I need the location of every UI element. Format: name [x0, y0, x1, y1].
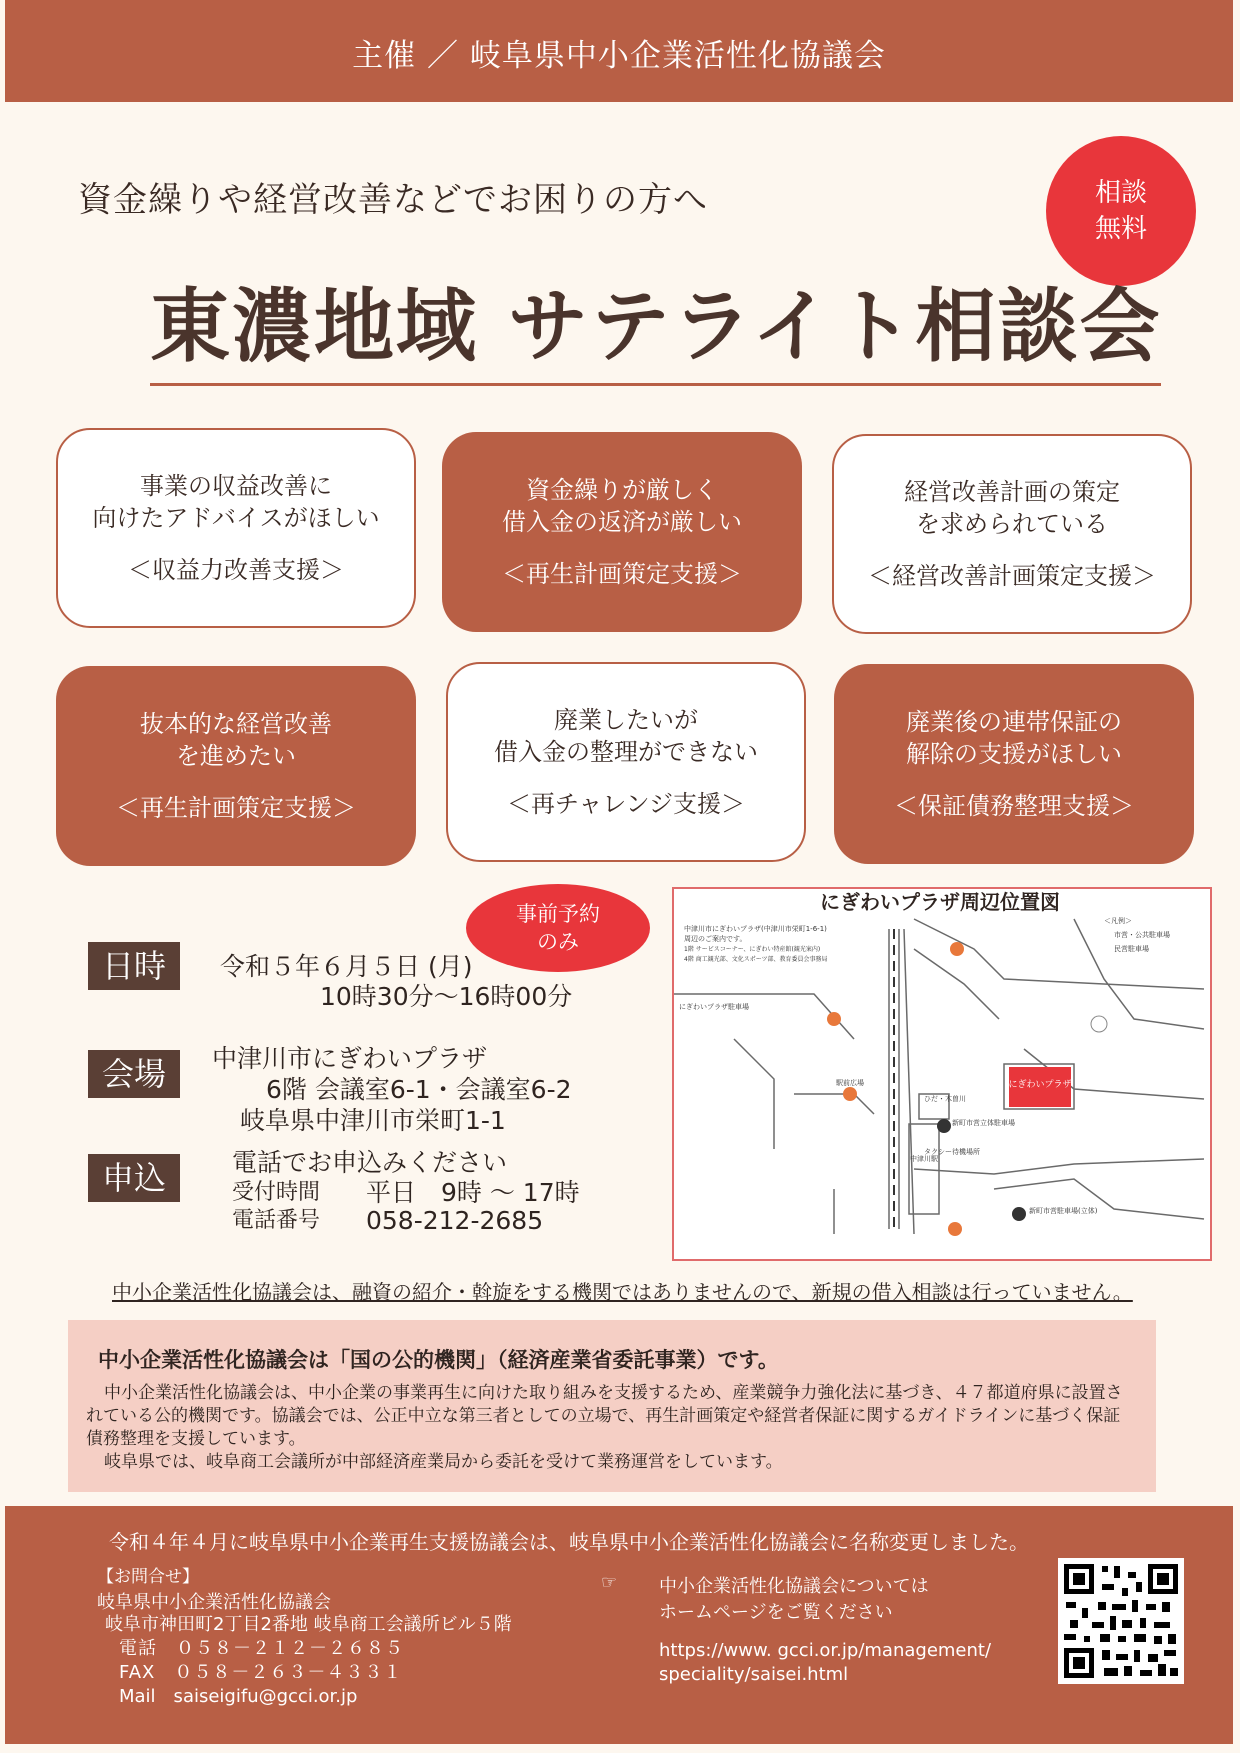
map-legend-title: ＜凡例＞	[1104, 917, 1132, 925]
box-support: ＜再チャレンジ支援＞	[506, 790, 746, 818]
pointing-hand-icon: ☞	[601, 1572, 618, 1593]
box-support: ＜再生計画策定支援＞	[502, 560, 742, 588]
badge-line2: 無料	[1094, 214, 1147, 244]
map-road	[674, 994, 854, 1039]
parking-icon	[1012, 1207, 1026, 1221]
box-support: ＜保証債務整理支援＞	[894, 792, 1134, 820]
support-box-2	[442, 432, 802, 632]
box-line: 解除の支援がほしい	[906, 740, 1122, 768]
contact-address: 岐阜市神田町2丁目2番地 岐阜商工会議所ビル５階	[105, 1614, 512, 1635]
organizer-text: 主催 ／ 岐阜県中小企業活性化協議会	[352, 38, 886, 74]
lead-text: 資金繰りや経営改善などでお困りの方へ	[78, 180, 708, 220]
apply-label: 申込	[88, 1154, 180, 1202]
map-note2: 周辺のご案内です。	[684, 935, 747, 943]
time-value: 10時30分～16時00分	[320, 982, 573, 1011]
map-note3: 1階 サービスコーナー、にぎわい特産館(観光案内)	[684, 946, 821, 953]
map-legend1: 市営・公共駐車場	[1114, 931, 1170, 939]
map-plaza-label: にぎわいプラザ	[1008, 1080, 1072, 1090]
contact-org: 岐阜県中小企業活性化協議会	[97, 1592, 331, 1613]
page-title: 東濃地域 サテライト相談会	[150, 262, 1161, 386]
reservation-line2: のみ	[537, 930, 579, 954]
map-bottom-label: 新町市営駐車場(立体)	[1029, 1207, 1098, 1215]
map-bus-label: 駅前広場	[836, 1079, 864, 1087]
box-support: ＜経営改善計画策定支援＞	[868, 562, 1156, 590]
homepage-url2[interactable]: speciality/saisei.html	[659, 1664, 849, 1685]
apply-phone: 058-212-2685	[366, 1206, 544, 1235]
reservation-badge	[466, 884, 650, 972]
support-box-4	[56, 666, 416, 866]
date-label: 日時	[88, 942, 180, 990]
map-legend2: 民営駐車場	[1114, 945, 1149, 953]
box-line: 廃業したいが	[554, 706, 698, 734]
homepage-text2: ホームページをご覧ください	[659, 1602, 893, 1623]
box-line: 借入金の整理ができない	[494, 738, 758, 766]
box-line: を進めたい	[176, 742, 296, 770]
organizer-banner	[5, 0, 1233, 102]
contact-fax: FAX ０５８－２６３－４３３１	[119, 1662, 403, 1683]
map-title: にぎわいプラザ周辺位置図	[820, 890, 1060, 914]
parking-icon	[843, 1087, 857, 1101]
qr-code-graphic	[1058, 1558, 1184, 1684]
box-line: 借入金の返済が厳しい	[502, 508, 742, 536]
venue-room: 6階 会議室6-1・会議室6-2	[266, 1075, 572, 1104]
parking-icon	[827, 1012, 841, 1026]
about-para2: 岐阜県では、岐阜商工会議所が中部経済産業局から委託を受けて業務運営をしています。	[104, 1452, 783, 1472]
map-road	[914, 1159, 1204, 1174]
location-map	[672, 887, 1212, 1261]
venue-label: 会場	[88, 1050, 180, 1098]
box-line: 資金繰りが厳しく	[526, 476, 718, 504]
map-note4: 4階 商工観光部、文化スポーツ部、教育委員会事務局	[684, 956, 828, 963]
map-drawing	[674, 889, 1210, 1259]
reservation-line1: 事前予約	[516, 902, 600, 926]
contact-mail: Mail saiseigifu@gcci.or.jp	[119, 1686, 358, 1707]
footer	[5, 1506, 1233, 1744]
map-road	[794, 1094, 874, 1114]
box-line: を求められている	[916, 510, 1108, 538]
support-box-5	[446, 662, 806, 862]
parking-icon	[948, 1222, 962, 1236]
contact-heading: 【お問合せ】	[97, 1567, 199, 1587]
homepage-url1[interactable]: https://www. gcci.or.jp/management/	[659, 1640, 992, 1661]
venue-name: 中津川市にぎわいプラザ	[212, 1044, 488, 1073]
map-road2-label: 新町市営立体駐車場	[952, 1119, 1015, 1127]
support-box-6	[834, 664, 1194, 864]
apply-hours-label: 受付時間	[232, 1180, 321, 1205]
map-station-label: 中津川駅	[910, 1155, 938, 1163]
map-left-label: にぎわいプラザ駐車場	[679, 1003, 749, 1011]
box-line: 向けたアドバイスがほしい	[92, 504, 380, 532]
badge-line1: 相談	[1094, 178, 1147, 208]
apply-phone-label: 電話番号	[232, 1208, 321, 1233]
map-road	[914, 949, 999, 1019]
support-box-1	[56, 428, 416, 628]
about-heading: 中小企業活性化協議会は「国の公的機関」（経済産業省委託事業）です。	[98, 1348, 779, 1372]
map-note1: 中津川市にぎわいプラザ(中津川市栄町1-6-1)	[684, 925, 827, 933]
map-road3-label: タクシー待機場所	[924, 1148, 980, 1156]
about-para1: 中小企業活性化協議会は、中小企業の事業再生に向けた取り組みを支援するため、産業競争力強化法に基づき、４７都道府県に設置されている公的機関です。協議会では、公正中立な第三者としての立場で、再生計画策定や経営者保証に関するガイドラインに基づく保証債務整理を支援しています。	[86, 1383, 1123, 1449]
apply-method: 電話でお申込みください	[232, 1148, 508, 1177]
qr-code[interactable]	[1058, 1558, 1184, 1684]
venue-address: 岐阜県中津川市栄町1-1	[240, 1106, 506, 1135]
homepage-text1: 中小企業活性化協議会については	[659, 1576, 929, 1597]
box-line: 抜本的な経営改善	[140, 710, 332, 738]
notice-text: 中小企業活性化協議会は、融資の紹介・斡旋をする機関ではありませんので、新規の借入相談は行っていません。	[112, 1280, 1133, 1304]
parking-icon	[937, 1119, 951, 1133]
box-line: 経営改善計画の策定	[904, 478, 1120, 506]
box-support: ＜再生計画策定支援＞	[116, 794, 356, 822]
rename-notice: 令和４年４月に岐阜県中小企業再生支援協議会は、岐阜県中小企業活性化協議会に名称変更しました。	[109, 1530, 1029, 1554]
box-support: ＜収益力改善支援＞	[128, 556, 344, 584]
apply-hours: 平日 9時 ～ 17時	[366, 1178, 580, 1207]
map-road1-label: ひだ・木曽川	[924, 1095, 966, 1103]
box-line: 廃業後の連帯保証の	[906, 708, 1122, 736]
box-line: 事業の収益改善に	[140, 472, 332, 500]
parking-icon	[950, 942, 964, 956]
contact-tel: 電話 ０５８－２１２－２６８５	[119, 1638, 404, 1659]
about-body	[86, 1382, 1136, 1474]
support-box-3	[832, 434, 1192, 634]
compass-icon	[1091, 1016, 1107, 1032]
map-road	[734, 1039, 774, 1149]
date-value: 令和５年６月５日 (月)	[220, 952, 473, 981]
